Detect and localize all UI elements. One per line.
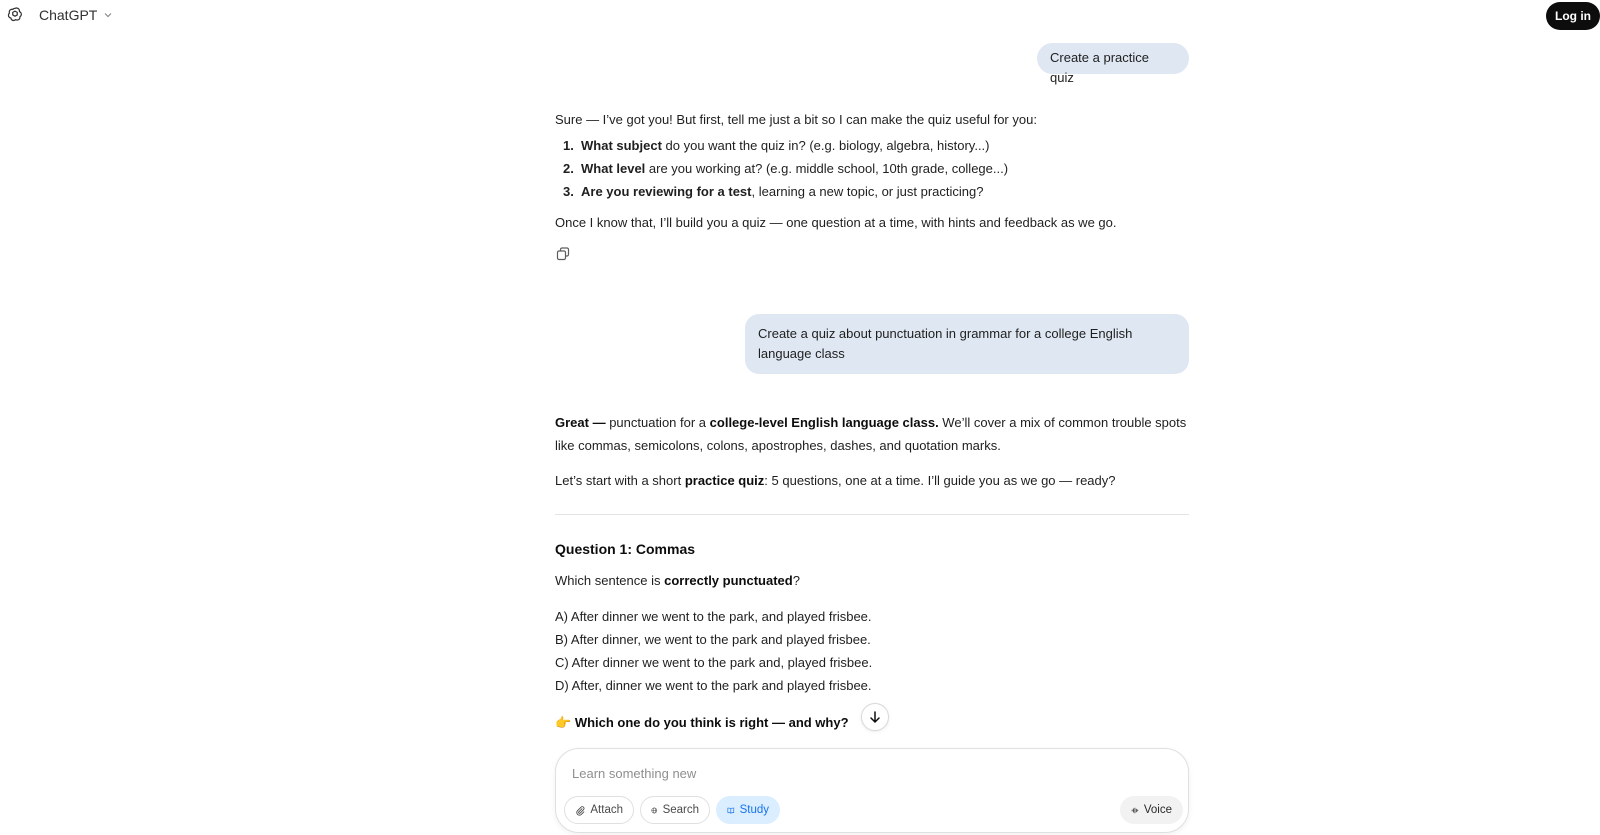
voice-label: Voice — [1143, 804, 1172, 816]
answer-option: B) After dinner, we went to the park and played frisbee. — [555, 632, 871, 647]
openai-logo-icon — [5, 5, 25, 25]
attach-label: Attach — [590, 804, 623, 816]
study-label: Study — [739, 804, 769, 816]
numbered-list — [563, 136, 1183, 205]
user-message: Create a practice quiz — [1037, 43, 1189, 74]
globe-icon — [651, 804, 658, 817]
answer-option: D) After, dinner we went to the park and played frisbee. — [555, 678, 872, 693]
search-label: Search — [662, 804, 699, 816]
list-item: 3. Are you reviewing for a test, learning a new topic, or just practicing? — [563, 184, 984, 199]
question-title: Question 1: Commas — [555, 541, 696, 557]
assistant-outro: Once I know that, I’ll build you a quiz — one question at a time, with hints and feedback as we go. — [555, 215, 1117, 230]
app-name: ChatGPT — [39, 7, 98, 23]
pointing-hand-icon: 👉 — [555, 715, 572, 730]
answer-option: A) After dinner we went to the park, and played frisbee. — [555, 609, 872, 624]
composer — [555, 748, 1189, 833]
waveform-icon — [1131, 804, 1139, 817]
attach-button[interactable] — [564, 796, 634, 824]
paperclip-icon — [575, 804, 585, 817]
copy-icon[interactable] — [555, 246, 571, 262]
question-text: Which sentence is correctly punctuated? — [555, 573, 800, 588]
chat-input[interactable] — [572, 763, 1172, 783]
answer-option: C) After dinner we went to the park and, played frisbee. — [555, 655, 873, 670]
top-bar — [0, 0, 1600, 32]
book-icon — [727, 804, 735, 817]
list-item: 2. What level are you working at? (e.g. middle school, 10th grade, college...) — [563, 161, 1009, 176]
study-button[interactable] — [716, 796, 780, 824]
search-button[interactable] — [640, 796, 710, 824]
model-switcher[interactable] — [5, 5, 113, 25]
arrow-down-icon — [868, 710, 882, 724]
chevron-down-icon — [103, 10, 113, 20]
assistant-paragraph: Let’s start with a short practice quiz: 5 questions, one at a time. I’ll guide you as we go — ready? — [555, 473, 1116, 488]
assistant-paragraph: Great — punctuation for a college-level English language class. We’ll cover a mix of common trouble spots like commas, semicolons, colons, apostrophes, dashes, and quotation marks. — [555, 415, 1187, 453]
scroll-to-bottom-button[interactable] — [861, 703, 889, 731]
divider — [555, 514, 1189, 515]
question-prompt: 👉 Which one do you think is right — and why? — [555, 715, 849, 730]
voice-button[interactable] — [1120, 796, 1183, 824]
login-button[interactable]: Log in — [1546, 2, 1600, 30]
assistant-intro: Sure — I’ve got you! But first, tell me just a bit so I can make the quiz useful for you: — [555, 112, 1037, 127]
user-message: Create a quiz about punctuation in grammar for a college English language class — [745, 314, 1189, 374]
list-item: 1. What subject do you want the quiz in? (e.g. biology, algebra, history...) — [563, 138, 990, 153]
